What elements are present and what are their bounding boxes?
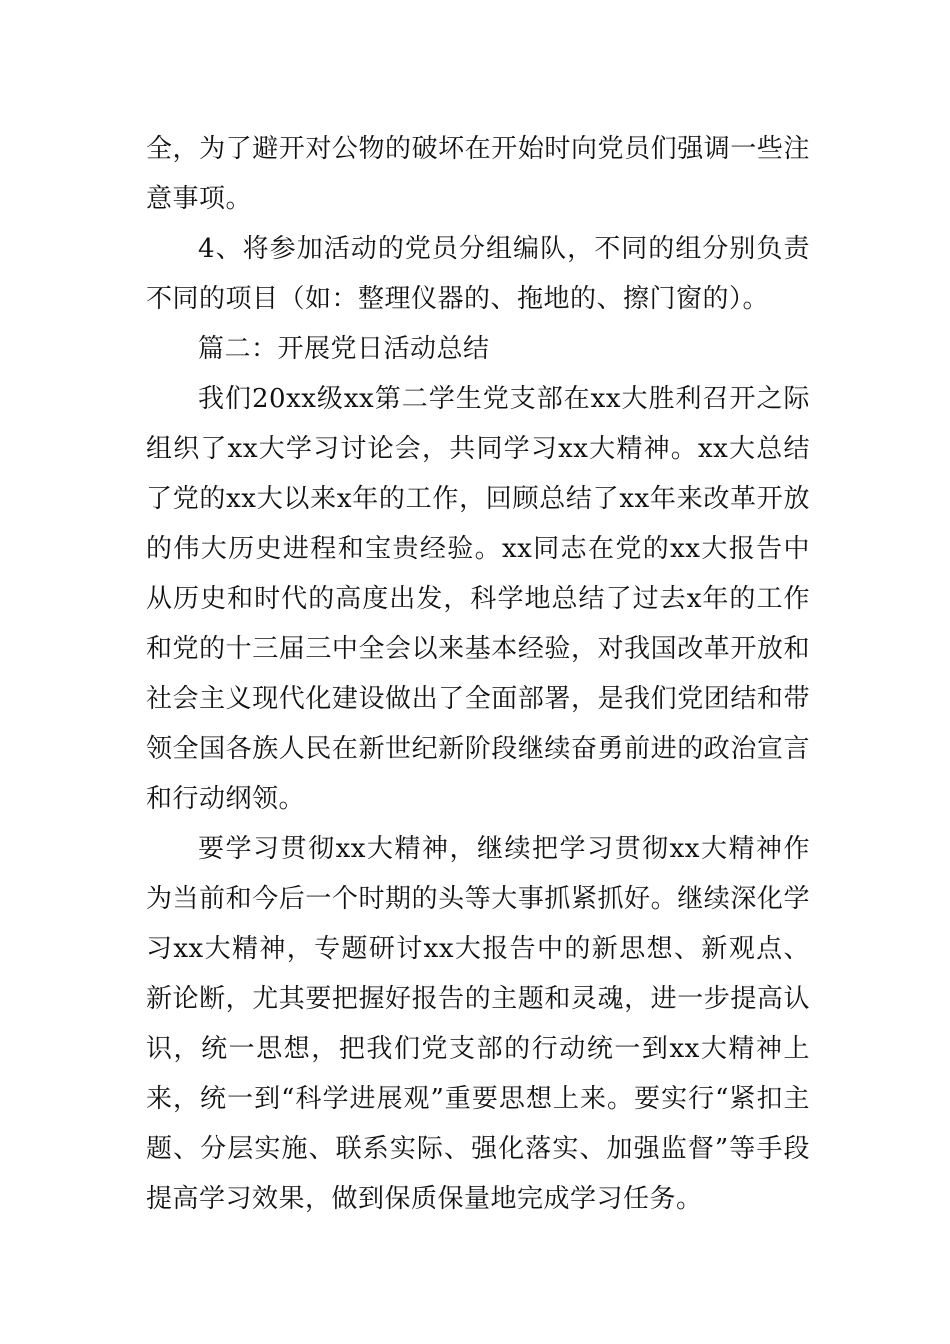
- paragraph-body-1: 我们20xx级xx第二学生党支部在xx大胜利召开之际组织了xx大学习讨论会，共同学习xx大精神。xx大总结了党的xx大以来x年的工作，回顾总结了xx年来改革开放的伟大历史进程和宝贵经验。xx同志在党的xx大报告中从历史和时代的高度出发，科学地总结了过去x年的工作和党的十三届三中全会以来基本经验，对我国改革开放和社会主义现代化建设做出了全面部署，是我们党团结和带领全国各族人民在新世纪新阶段继续奋勇前进的政治宣言和行动纲领。: [146, 384, 810, 814]
- paragraph-item-4: 4、将参加活动的党员分组编队，不同的组分别负责不同的项目（如：整理仪器的、拖地的、擦门窗的）。: [146, 234, 810, 314]
- paragraph-continuation: 全，为了避开对公物的破坏在开始时向党员们强调一些注意事项。: [146, 134, 810, 214]
- section-heading: 篇二：开展党日活动总结: [198, 334, 490, 364]
- document-page: [146, 124, 810, 1224]
- paragraph-body-2: 要学习贯彻xx大精神，继续把学习贯彻xx大精神作为当前和今后一个时期的头等大事抓紧抓好。继续深化学习xx大精神，专题研讨xx大报告中的新思想、新观点、新论断，尤其要把握好报告的主题和灵魂，进一步提高认识，统一思想，把我们党支部的行动统一到xx大精神上来，统一到“科学进展观”重要思想上来。要实行“紧扣主题、分层实施、联系实际、强化落实、加强监督”等手段提高学习效果，做到保质保量地完成学习任务。: [146, 834, 810, 1214]
